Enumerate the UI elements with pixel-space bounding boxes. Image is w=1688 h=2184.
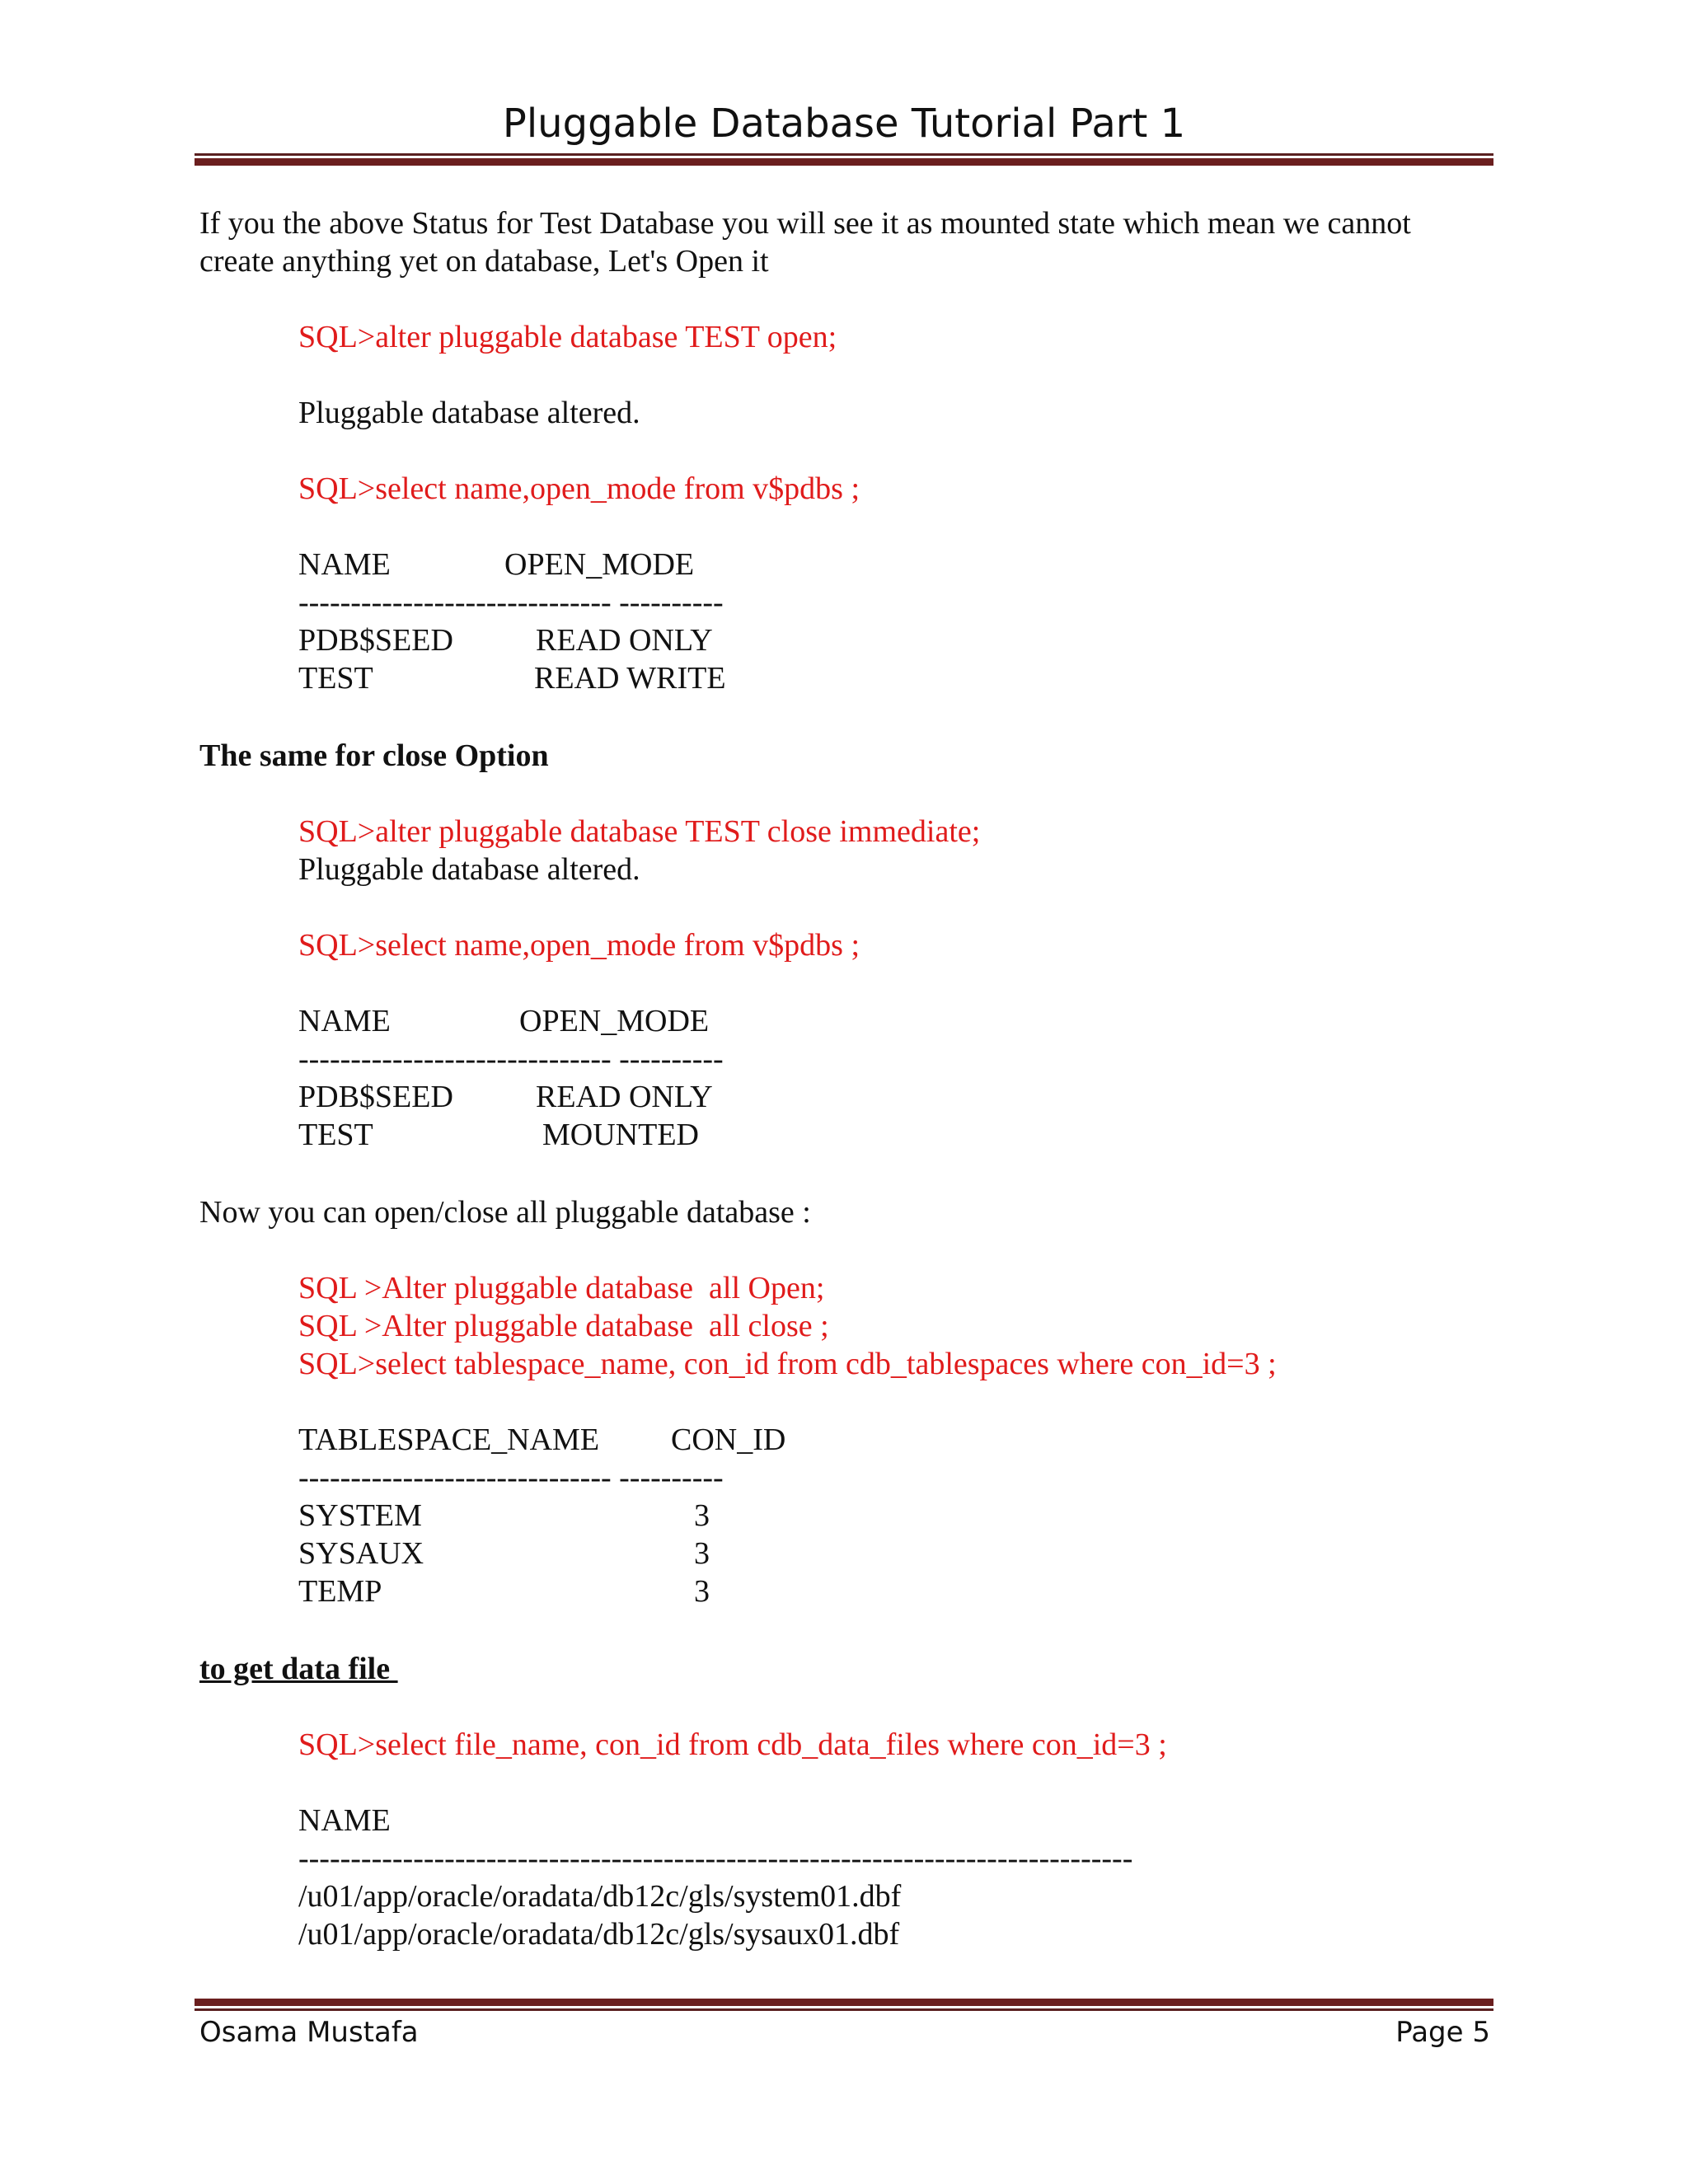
- table3-row-name: TEMP: [298, 1574, 382, 1609]
- sql-close-command: SQL>alter pluggable database TEST close immediate;: [298, 814, 981, 849]
- header-rule-thin: [195, 153, 1493, 156]
- sql-open-result: Pluggable database altered.: [298, 396, 640, 430]
- table4-row-file: /u01/app/oracle/oradata/db12c/gls/system01.dbf: [298, 1879, 902, 1914]
- sql-tablespace-command: SQL>select tablespace_name, con_id from cdb_tablespaces where con_id=3 ;: [298, 1347, 1277, 1381]
- table3-separator: ------------------------------ ----------: [298, 1460, 724, 1495]
- table2-header-mode: OPEN_MODE: [519, 1004, 710, 1038]
- table2-row-name: TEST: [298, 1118, 373, 1152]
- sql-datafile-command: SQL>select file_name, con_id from cdb_data_files where con_id=3 ;: [298, 1727, 1167, 1762]
- intro-line-2: create anything yet on database, Let's Open it: [199, 244, 769, 279]
- table1-header-name: NAME: [298, 547, 391, 582]
- sql-select-command-1: SQL>select name,open_mode from v$pdbs ;: [298, 471, 860, 506]
- sql-open-command: SQL>alter pluggable database TEST open;: [298, 320, 837, 354]
- table1-row-mode: READ WRITE: [534, 661, 726, 696]
- table3-row-id: 3: [694, 1536, 710, 1571]
- table1-row-name: PDB$SEED: [298, 623, 453, 658]
- sql-all-open-command: SQL >Alter pluggable database all Open;: [298, 1271, 825, 1305]
- table4-separator: --------------------------------------------------------------------------------: [298, 1841, 1133, 1876]
- sql-close-result: Pluggable database altered.: [298, 852, 640, 887]
- table1-header-mode: OPEN_MODE: [504, 547, 695, 582]
- table4-header-name: NAME: [298, 1803, 391, 1838]
- table1-row-name: TEST: [298, 661, 373, 696]
- table1-separator: ------------------------------ ----------: [298, 585, 724, 620]
- footer-rule-thin: [195, 2008, 1493, 2011]
- table2-row-mode: MOUNTED: [542, 1118, 699, 1152]
- all-pluggable-intro: Now you can open/close all pluggable database :: [199, 1195, 811, 1230]
- table3-header-name: TABLESPACE_NAME: [298, 1422, 600, 1457]
- table2-header-name: NAME: [298, 1004, 391, 1038]
- table3-row-name: SYSAUX: [298, 1536, 424, 1571]
- footer-rule-thick: [195, 1999, 1493, 2006]
- table3-header-id: CON_ID: [671, 1422, 786, 1457]
- sql-all-close-command: SQL >Alter pluggable database all close ;: [298, 1309, 829, 1343]
- footer-page-number: Page 5: [1395, 2016, 1490, 2049]
- table2-row-mode: READ ONLY: [536, 1080, 713, 1114]
- table3-row-id: 3: [694, 1574, 710, 1609]
- table2-separator: ------------------------------ ----------: [298, 1042, 724, 1076]
- intro-line-1: If you the above Status for Test Database you will see it as mounted state which mean we cannot: [199, 206, 1411, 241]
- header-rule-thick: [195, 158, 1493, 166]
- table3-row-name: SYSTEM: [298, 1498, 422, 1533]
- table4-row-file: /u01/app/oracle/oradata/db12c/gls/sysaux01.dbf: [298, 1917, 900, 1952]
- table2-row-name: PDB$SEED: [298, 1080, 453, 1114]
- table1-row-mode: READ ONLY: [536, 623, 713, 658]
- table3-row-id: 3: [694, 1498, 710, 1533]
- page-header-title: Pluggable Database Tutorial Part 1: [502, 101, 1186, 147]
- footer-author: Osama Mustafa: [199, 2016, 419, 2049]
- sql-select-command-2: SQL>select name,open_mode from v$pdbs ;: [298, 928, 860, 963]
- close-option-heading: The same for close Option: [199, 738, 549, 773]
- datafile-heading: to get data file: [199, 1652, 398, 1686]
